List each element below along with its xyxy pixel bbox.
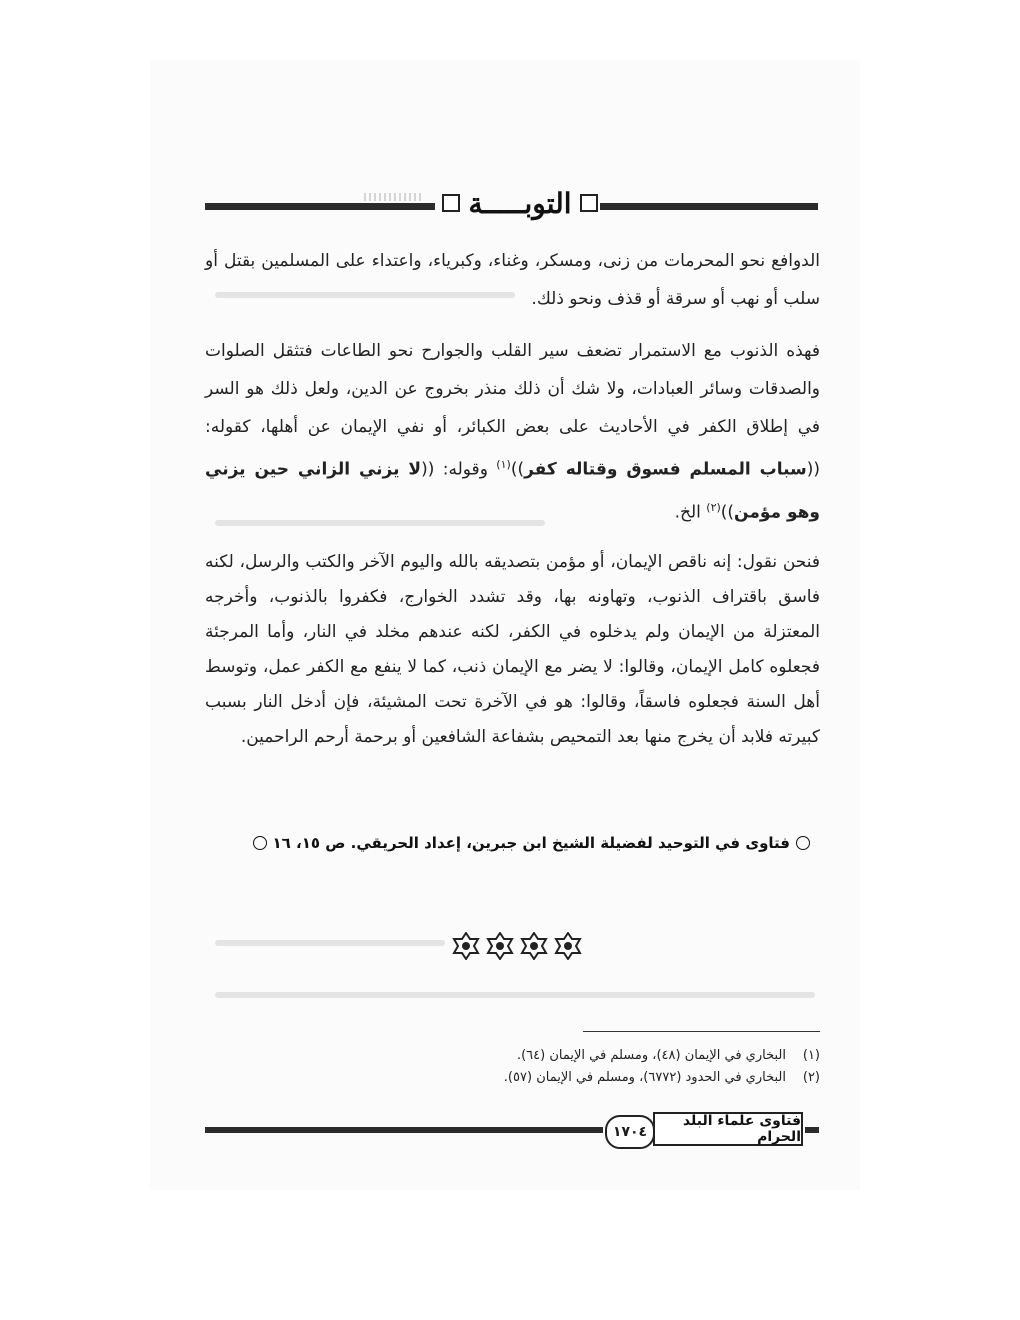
bleed-through [215,992,815,998]
paragraph-3 [205,545,820,755]
header-dots [364,193,424,201]
footer-rule-right [805,1127,819,1133]
source-text: فتاوى في التوحيد لفضيلة الشيخ ابن جبرين، إعداد الحريقي. ص ١٥، ١٦ [272,834,790,852]
footnote-number: (٢) [802,1070,820,1085]
circle-bullet-icon [796,836,810,850]
text-run: فهذه الذنوب مع الاستمرار تضعف سير القلب والجوارح نحو الطاعات فتثقل الصلوات والصدقات وسائر العبادات، ولا شك أن ذلك منذر بخروج عن الدين، ولعل ذلك هو السر في إطلاق الكفر في الأحاديث على بعض الكبائر، أو نفي الإيمان عن أهلها، كقوله: (( [205,341,820,480]
hadith-quote: سباب المسلم فسوق وقتاله كفر [524,459,807,480]
star-ornament-icon [486,932,514,960]
text-run: وقوله: (( [421,459,497,480]
ornament-divider [452,932,582,976]
text-run: )) [510,459,525,480]
bleed-through [215,940,445,946]
footnote-item [420,1045,820,1067]
paragraph-1 [205,242,820,318]
footnote-item [420,1067,820,1089]
footnote-ref: (١) [496,458,511,471]
star-ornament-icon [554,932,582,960]
circle-bullet-icon [253,836,267,850]
page-number: ١٧٠٤ [605,1115,655,1149]
text-run: )) [720,502,735,523]
paragraph-text: الدوافع نحو المحرمات من زنى، ومسكر، وغناء، وكبرياء، واعتداء على المسلمين بقتل أو سلب أو نهب أو سرقة أو قذف ونحو ذلك. [205,251,820,309]
footnote-ref: (٢) [706,500,721,514]
paragraph-text [205,332,820,531]
footer-rule [205,1127,603,1133]
square-bullet-icon [580,194,598,212]
star-ornament-icon [452,932,480,960]
bleed-through [215,292,515,298]
footnote-number: (١) [802,1048,820,1063]
chapter-header [440,182,600,224]
paragraph-2 [205,332,820,531]
footnote-text: البخاري في الحدود (٦٧٧٢)، ومسلم في الإيمان (٥٧). [503,1070,786,1085]
footnotes [420,1045,820,1089]
footnote-text: البخاري في الإيمان (٤٨)، ومسلم في الإيمان (٦٤). [516,1048,786,1063]
source-citation [210,830,810,856]
paragraph-text: فنحن نقول: إنه ناقص الإيمان، أو مؤمن بتصديقه بالله واليوم الآخر والكتب والرسل، لكنه فاسق باقتراف الذنوب، وتهاونه بها، وقد تشدد الخوارج، فكفروا بالذنوب، وأخرجه المعتزلة من الإيمان ولم يدخلوه في الكفر، لكنه عندهم مخلد في النار، وأما المرجئة فجعلوه كامل الإيمان، وقالوا: لا يضر مع الإيمان ذنب، كما لا ينفع مع الكفر عمل، وتوسط أهل السنة فجعلوه فاسقاً، وقالوا: هو في الآخرة تحت المشيئة، فإن أدخل النار بسبب كبيرته فلابد أن يخرج منها بعد التمحيص بشفاعة الشافعين أو برحمة أرحم الراحمين. [205,552,820,747]
bleed-through [215,520,545,526]
star-ornament-icon [520,932,548,960]
text-run: الخ. [674,502,701,523]
square-bullet-icon [442,194,460,212]
footnote-rule [583,1031,820,1032]
hadith-quote: لا يزني الزاني حين يزني وهو مؤمن [205,459,820,523]
header-rule-right [600,203,818,210]
header-rule-left [205,203,435,210]
book-title-box: فتاوى علماء البلد الحرام [653,1112,803,1146]
chapter-title: التوبـــــة [468,186,572,220]
